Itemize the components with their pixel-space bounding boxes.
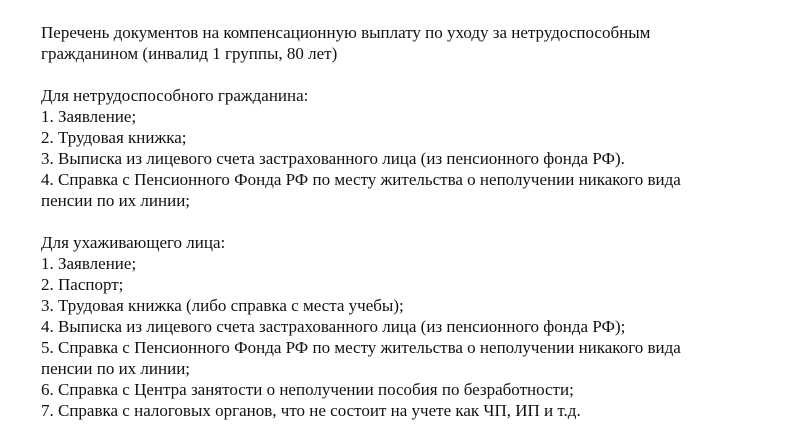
document-title	[41, 22, 781, 64]
list-item: 1. Заявление;	[41, 254, 137, 273]
list-item: 7. Справка с налоговых органов, что не состоит на учете как ЧП, ИП и т.д.	[41, 401, 581, 420]
list-item: 3. Трудовая книжка (либо справка с места учебы);	[41, 296, 404, 315]
list-item-continuation: пенсии по их линии;	[41, 359, 191, 378]
list-item: 3. Выписка из лицевого счета застрахованного лица (из пенсионного фонда РФ).	[41, 149, 625, 168]
title-line: Перечень документов на компенсационную выплату по уходу за нетрудоспособным	[41, 23, 651, 42]
list-item: 6. Справка с Центра занятости о неполучении пособия по безработности;	[41, 380, 574, 399]
list-item: 4. Выписка из лицевого счета застрахованного лица (из пенсионного фонда РФ);	[41, 317, 626, 336]
section-disabled-citizen	[41, 85, 781, 211]
list-item-continuation: пенсии по их линии;	[41, 191, 191, 210]
spacer	[41, 64, 781, 85]
list-item: 1. Заявление;	[41, 107, 137, 126]
list-item: 2. Паспорт;	[41, 275, 124, 294]
section-heading: Для ухаживающего лица:	[41, 233, 226, 252]
title-line: гражданином (инвалид 1 группы, 80 лет)	[41, 44, 338, 63]
section-caregiver	[41, 232, 781, 421]
list-item: 2. Трудовая книжка;	[41, 128, 187, 147]
spacer	[41, 211, 781, 232]
list-item: 5. Справка с Пенсионного Фонда РФ по месту жительства о неполучении никакого вида	[41, 338, 681, 357]
document-body	[41, 22, 781, 421]
section-heading: Для нетрудоспособного гражданина:	[41, 86, 309, 105]
list-item: 4. Справка с Пенсионного Фонда РФ по месту жительства о неполучении никакого вида	[41, 170, 681, 189]
